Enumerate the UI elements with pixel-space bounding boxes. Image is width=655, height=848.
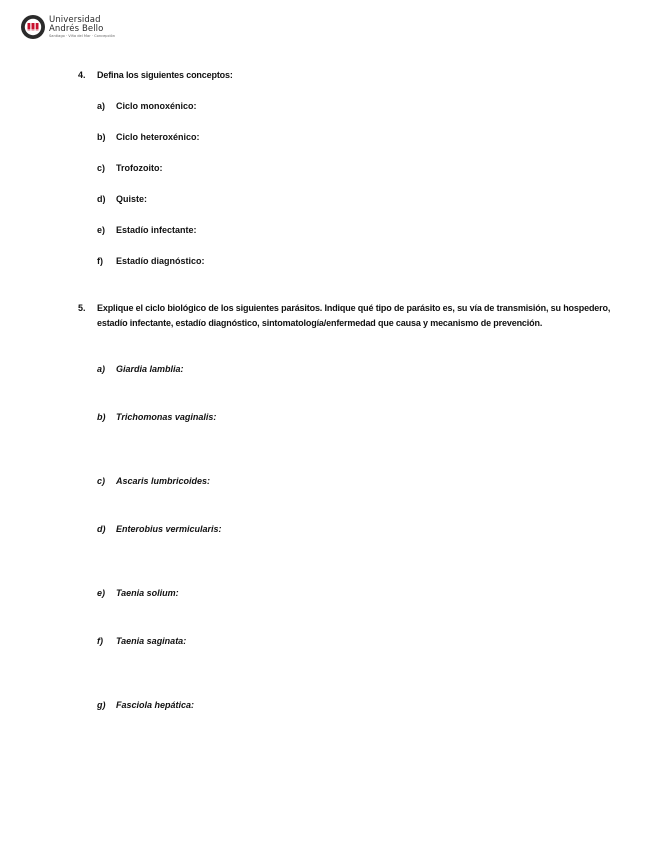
logo-university-label: Universidad (49, 14, 101, 25)
logo-wordmark (49, 16, 115, 39)
item-label: Enterobius vermicularis: (116, 524, 222, 534)
item-letter: e) (97, 588, 106, 598)
item-letter: d) (97, 194, 106, 204)
question-4-title: Defina los siguientes conceptos: (97, 70, 233, 80)
item-letter: c) (97, 476, 106, 486)
item-letter: g) (97, 700, 106, 710)
item-label: Ciclo heteroxénico: (116, 132, 200, 142)
item-letter: a) (97, 364, 106, 374)
item-letter: d) (97, 524, 106, 534)
question-4-number: 4. (78, 70, 86, 80)
item-letter: c) (97, 163, 106, 173)
item-label: Quiste: (116, 194, 148, 204)
item-label: Ciclo monoxénico: (116, 101, 197, 111)
item-letter: a) (97, 101, 106, 111)
item-letter: f) (97, 256, 103, 266)
item-label: Giardia lamblia: (116, 364, 184, 374)
item-label: Estadío diagnóstico: (116, 256, 205, 266)
item-letter: b) (97, 412, 106, 422)
item-label: Estadío infectante: (116, 225, 197, 235)
item-label: Fasciola hepática: (116, 700, 195, 710)
item-letter: e) (97, 225, 106, 235)
university-logo (20, 14, 115, 40)
item-label: Trichomonas vaginalis: (116, 412, 217, 422)
university-seal-icon (20, 14, 46, 40)
item-letter: b) (97, 132, 106, 142)
logo-university-name: Andrés Bello (49, 23, 104, 34)
item-label: Ascaris lumbricoides: (116, 476, 211, 486)
item-letter: f) (97, 636, 103, 646)
item-label: Taenia solium: (116, 588, 179, 598)
question-5-number: 5. (78, 303, 86, 313)
item-label: Trofozoito: (116, 163, 163, 173)
item-label: Taenia saginata: (116, 636, 187, 646)
question-5-title: Explique el ciclo biológico de los siguientes parásitos. Indique qué tipo de parásito es, su vía de transmisión, su hospedero, estadío infectante, estadío diagnóstico, sintomatología/enfermedad que causa y mecanismo de prevención. (97, 303, 611, 328)
logo-campuses: Santiago · Viña del Mar · Concepción (49, 33, 116, 38)
